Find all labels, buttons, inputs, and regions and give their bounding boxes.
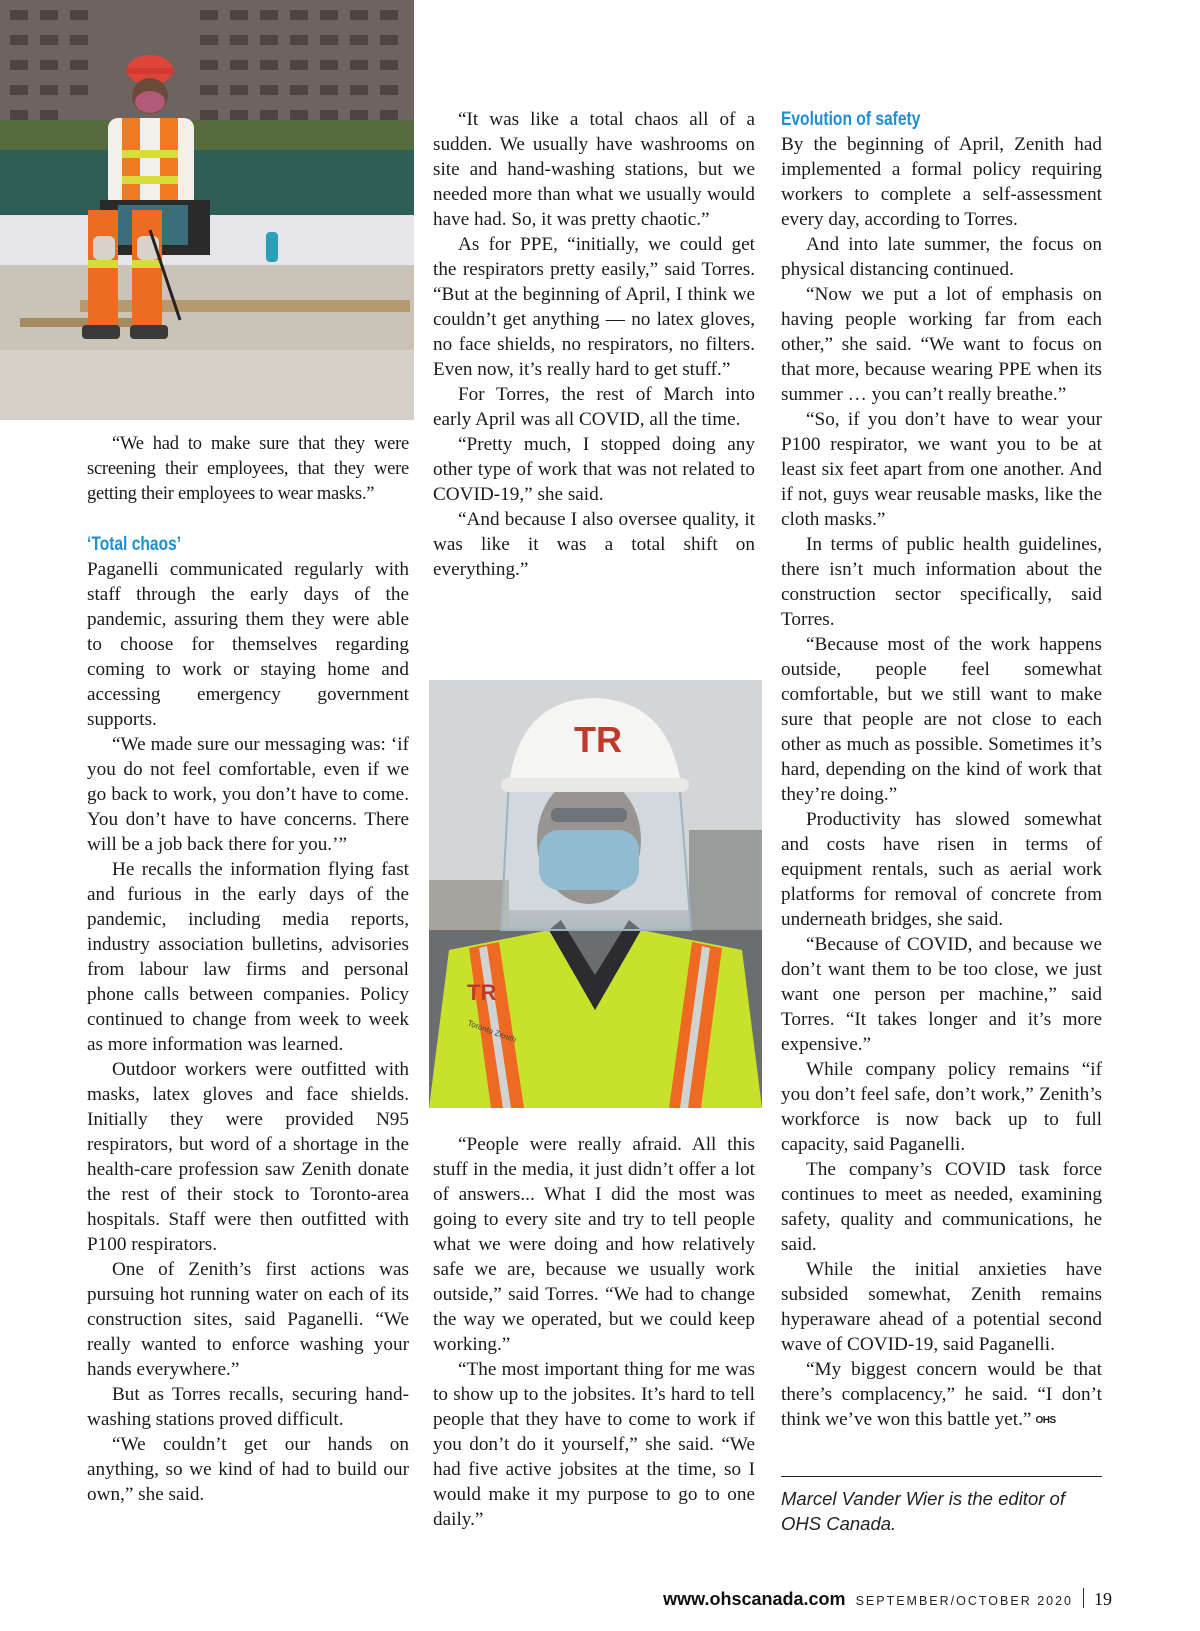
worker-face-shield-illustration [429, 680, 762, 1108]
author-bio: Marcel Vander Wier is the editor of OHS Canada. [781, 1488, 1065, 1534]
section-heading-total-chaos: ‘Total chaos’ [87, 534, 182, 555]
body-paragraph: The company’s COVID task force continues to meet as needed, examining safety, quality and communications, he said. [781, 1159, 1102, 1255]
body-paragraph: For Torres, the rest of March into early April was all COVID, all the time. [433, 384, 755, 430]
page-number: 19 [1094, 1589, 1112, 1609]
body-paragraph: Outdoor workers were outfitted with masks, latex gloves and face shields. Initially they were provided N95 respirators, but word of a shortage in the health-care profession saw Zenith donate the rest of their stock to Toronto-area hospitals. Staff were then outfitted with P100 respirators. [87, 1059, 409, 1255]
body-paragraph: “So, if you don’t have to wear your P100 respirator, we want you to be at least six feet apart from one another. And if not, guys wear reusable masks, like the cloth masks.” [781, 409, 1102, 530]
column-2-bottom [433, 1132, 755, 1532]
page-footer [0, 1588, 1112, 1610]
final-sentence: “My biggest concern would be that there’s complacency,” he said. “I don’t think we’ve won this battle yet.” [781, 1359, 1102, 1430]
body-paragraph: One of Zenith’s first actions was pursuing hot running water on each of its construction sites, said Paganelli. “We really wanted to enforce washing your hands everywhere.” [87, 1259, 409, 1380]
column-2 [433, 107, 755, 582]
section-heading-evolution-of-safety: Evolution of safety [781, 109, 921, 130]
footer-divider [1083, 1588, 1084, 1608]
worker-face-shield-photo [429, 680, 762, 1108]
body-paragraph: “It was like a total chaos all of a sudden. We usually have washrooms on site and hand-washing stations, but we needed more than what we usually would have had. So, it was pretty chaotic.” [433, 109, 755, 230]
body-paragraph: “Because of COVID, and because we don’t want them to be too close, we just want one person per machine,” said Torres. “It takes longer and it’s more expensive.” [781, 934, 1102, 1055]
column-3 [781, 107, 1102, 1433]
end-mark: OHS [1035, 1415, 1056, 1426]
quote-paragraph: “We had to make sure that they were screening their employees, that they were getting their employees to wear masks.” [87, 434, 409, 504]
body-paragraph: “Pretty much, I stopped doing any other type of work that was not related to COVID-19,” she said. [433, 434, 755, 505]
body-paragraph: But as Torres recalls, securing hand-washing stations proved difficult. [87, 1384, 409, 1430]
construction-worker-illustration [0, 0, 414, 420]
body-paragraph-final [781, 1357, 1102, 1433]
bio-divider [781, 1476, 1102, 1477]
body-paragraph: Productivity has slowed somewhat and costs have risen in terms of equipment rentals, such as aerial work platforms for removal of concrete from underneath bridges, she said. [781, 809, 1102, 930]
body-paragraph: “We made sure our messaging was: ‘if you do not feel comfortable, even if we go back to work, you don’t have to come. You don’t have to have concerns. There will be a job back there for you.’” [87, 734, 409, 855]
body-paragraph: “Because most of the work happens outside, people feel somewhat comfortable, but we still want to make sure that people are not close to each other as much as possible. Sometimes it’s hard, depending on the kind of work that they’re doing.” [781, 634, 1102, 805]
footer-url[interactable]: www.ohscanada.com [663, 1589, 846, 1609]
helmet-logo: TR [574, 719, 622, 760]
vest-logo: TR [467, 980, 497, 1005]
body-paragraph: “We couldn’t get our hands on anything, so we kind of had to build our own,” she said. [87, 1434, 409, 1505]
vest-text: Toronto Zenith [466, 1018, 518, 1045]
body-paragraph: By the beginning of April, Zenith had implemented a formal policy requiring workers to complete a self-assessment every day, according to Torres. [781, 134, 1102, 230]
construction-worker-photo [0, 0, 414, 420]
body-paragraph: “And because I also oversee quality, it was like it was a total shift on everything.” [433, 509, 755, 580]
body-paragraph: While the initial anxieties have subsided somewhat, Zenith remains hyperaware ahead of a potential second wave of COVID-19, said Paganelli. [781, 1259, 1102, 1355]
body-paragraph: “People were really afraid. All this stuff in the media, it just didn’t offer a lot of answers... What I did the most was going to every site and try to tell people what we were doing and how relatively safe we are, because we usually work outside,” said Torres. “We had to change the way we operated, but we could keep working.” [433, 1134, 755, 1355]
body-paragraph: And into late summer, the focus on physical distancing continued. [781, 234, 1102, 280]
body-paragraph: As for PPE, “initially, we could get the respirators pretty easily,” said Torres. “But at the beginning of April, I think we couldn’t get anything — no latex gloves, no face shields, no respirators, no filters. Even now, it’s really hard to get stuff.” [433, 234, 755, 380]
body-paragraph: “The most important thing for me was to show up to the jobsites. It’s hard to tell people that they have to come to work if you don’t do it yourself,” she said. “We had five active jobsites at the time, so I would make it my purpose to go to one daily.” [433, 1359, 755, 1530]
body-paragraph: Paganelli communicated regularly with staff through the early days of the pandemic, assuring them they were able to choose for themselves regarding coming to work or staying home and accessing emergency government supports. [87, 559, 409, 730]
pull-quote [87, 432, 409, 507]
body-paragraph: While company policy remains “if you don’t feel safe, don’t work,” Zenith’s workforce is now back up to full capacity, said Paganelli. [781, 1059, 1102, 1155]
body-paragraph: “Now we put a lot of emphasis on having people working far from each other,” she said. “We want to focus on that more, because wearing PPE when its summer … you can’t really breathe.” [781, 284, 1102, 405]
body-paragraph: He recalls the information flying fast and furious in the early days of the pandemic, including media reports, industry association bulletins, advisories from labour law firms and personal phone calls between companies. Policy continued to change from week to week as more information was learned. [87, 859, 409, 1055]
column-1 [87, 432, 409, 1507]
body-paragraph: In terms of public health guidelines, there isn’t much information about the construction sector specifically, said Torres. [781, 534, 1102, 630]
footer-issue: SEPTEMBER/OCTOBER 2020 [855, 1594, 1073, 1608]
